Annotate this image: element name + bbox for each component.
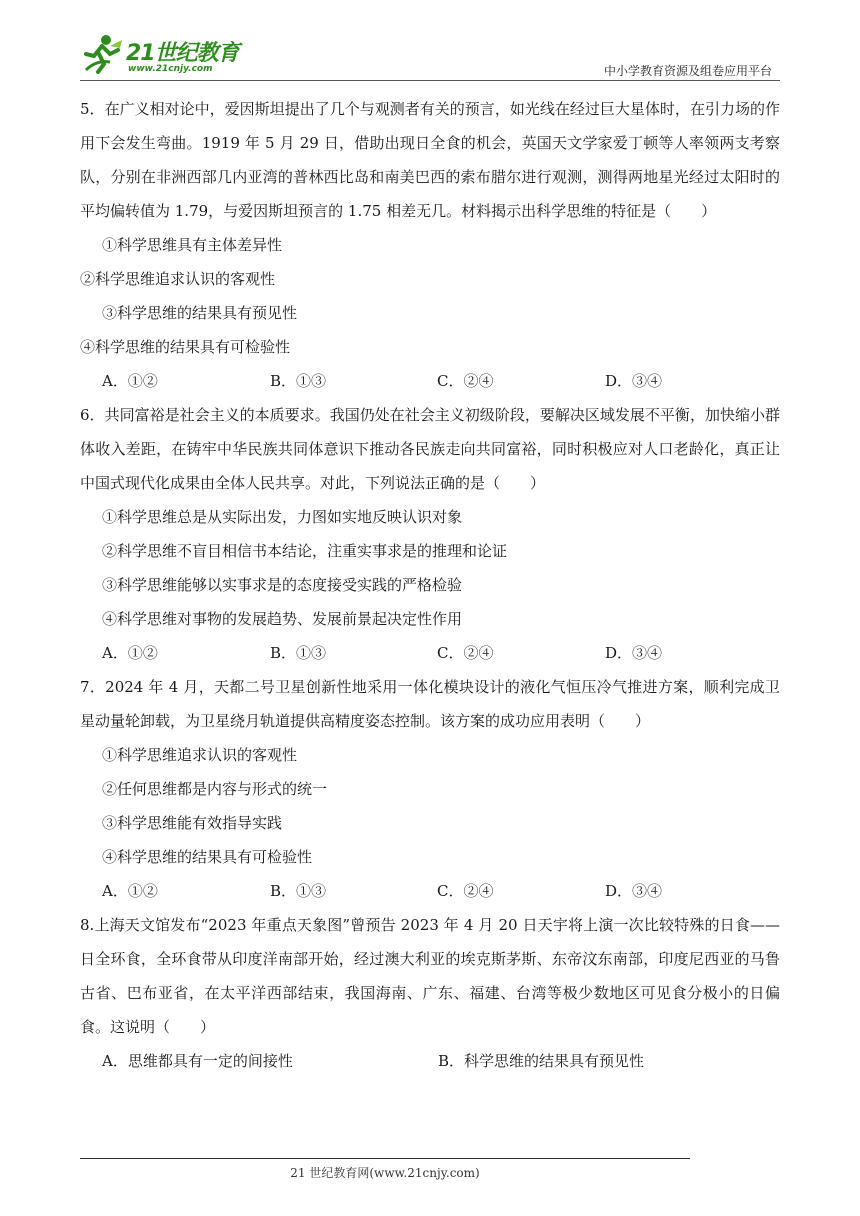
question-stem: 5．在广义相对论中，爱因斯坦提出了几个与观测者有关的预言，如光线在经过巨大星体时，在引力场的作用下会发生弯曲。1919 年 5 月 29 日，借助出现日全食的机会，英国天文学家爱丁顿等人率领两支考察队，分别在非洲西部几内亚湾的普林西比岛和南美巴西的索布腊尔进行观测，测得两地星光经过太阳时的平均偏转值为 1.79，与爱因斯坦预言的 1.75 相差无几。材料揭示出科学思维的特征是（ ）: [80, 100, 780, 220]
question-stem: 8.上海天文馆发布“2023 年重点天象图”曾预告 2023 年 4 月 20 日天宇将上演一次比较特殊的日食——日全环食，全环食带从印度洋南部开始，经过澳大利亚的埃克斯茅斯、东帝汶东南部，印度尼西亚的马鲁古省、巴布亚省，在太平洋西部结束，我国海南、广东、福建、台湾等极少数地区可见食分极小的日偏食。这说明（ ）: [80, 916, 780, 1036]
choice-c[interactable]: C．②④: [437, 372, 494, 390]
choice-c[interactable]: C．②④: [437, 882, 494, 900]
header-divider: [80, 80, 780, 81]
platform-name: 中小学教育资源及组卷应用平台: [603, 64, 772, 78]
statement-option: ④科学思维的结果具有可检验性: [102, 848, 313, 866]
question-7: [80, 670, 780, 908]
statement-option: ②科学思维追求认识的客观性: [80, 270, 276, 288]
choice-b[interactable]: B．科学思维的结果具有预见性: [438, 1052, 645, 1070]
statement-option: ④科学思维的结果具有可检验性: [80, 338, 291, 356]
answer-choices: [80, 874, 780, 908]
answer-choices: [80, 1044, 780, 1078]
statement-option: ③科学思维能有效指导实践: [102, 814, 283, 832]
choice-b[interactable]: B．①③: [270, 644, 327, 662]
answer-choices: [80, 364, 780, 398]
footer-divider: [80, 1158, 690, 1159]
question-8: [80, 908, 780, 1078]
choice-d[interactable]: D．③④: [605, 372, 663, 390]
runner-logo-icon: [80, 32, 126, 76]
choice-b[interactable]: B．①③: [270, 372, 327, 390]
question-stem: 7．2024 年 4 月，天都二号卫星创新性地采用一体化模块设计的液化气恒压冷气推进方案，顺利完成卫星动量轮卸载，为卫星绕月轨道提供高精度姿态控制。该方案的成功应用表明（ ）: [80, 678, 780, 730]
question-5: [80, 92, 780, 398]
choice-c[interactable]: C．②④: [437, 644, 494, 662]
question-list: [80, 92, 780, 1078]
logo-text: 21世纪教育: [126, 41, 239, 66]
site-logo[interactable]: [80, 30, 250, 78]
statement-option: ①科学思维具有主体差异性: [102, 236, 283, 254]
statement-option: ②科学思维不盲目相信书本结论，注重实事求是的推理和论证: [102, 542, 508, 560]
choice-a[interactable]: A．思维都具有一定的间接性: [102, 1052, 293, 1070]
statement-option: ③科学思维的结果具有预见性: [102, 304, 298, 322]
page-header: [80, 30, 780, 82]
choice-d[interactable]: D．③④: [605, 882, 663, 900]
statement-option: ③科学思维能够以实事求是的态度接受实践的严格检验: [102, 576, 463, 594]
statement-option: ①科学思维追求认识的客观性: [102, 746, 298, 764]
choice-a[interactable]: A．①②: [102, 644, 158, 662]
question-stem: 6．共同富裕是社会主义的本质要求。我国仍处在社会主义初级阶段，要解决区域发展不平衡，加快缩小群体收入差距，在铸牢中华民族共同体意识下推动各民族走向共同富裕，同时积极应对人口老龄化，真正让中国式现代化成果由全体人民共享。对此，下列说法正确的是（ ）: [80, 406, 780, 492]
choice-a[interactable]: A．①②: [102, 372, 158, 390]
logo-url: www.21cnjy.com: [128, 64, 213, 74]
answer-choices: [80, 636, 780, 670]
statement-option: ①科学思维总是从实际出发，力图如实地反映认识对象: [102, 508, 463, 526]
page-footer[interactable]: 21 世纪教育网(www.21cnjy.com): [290, 1166, 480, 1180]
choice-d[interactable]: D．③④: [605, 644, 663, 662]
question-6: [80, 398, 780, 670]
statement-option: ②任何思维都是内容与形式的统一: [102, 780, 328, 798]
statement-option: ④科学思维对事物的发展趋势、发展前景起决定性作用: [102, 610, 463, 628]
choice-a[interactable]: A．①②: [102, 882, 158, 900]
choice-b[interactable]: B．①③: [270, 882, 327, 900]
